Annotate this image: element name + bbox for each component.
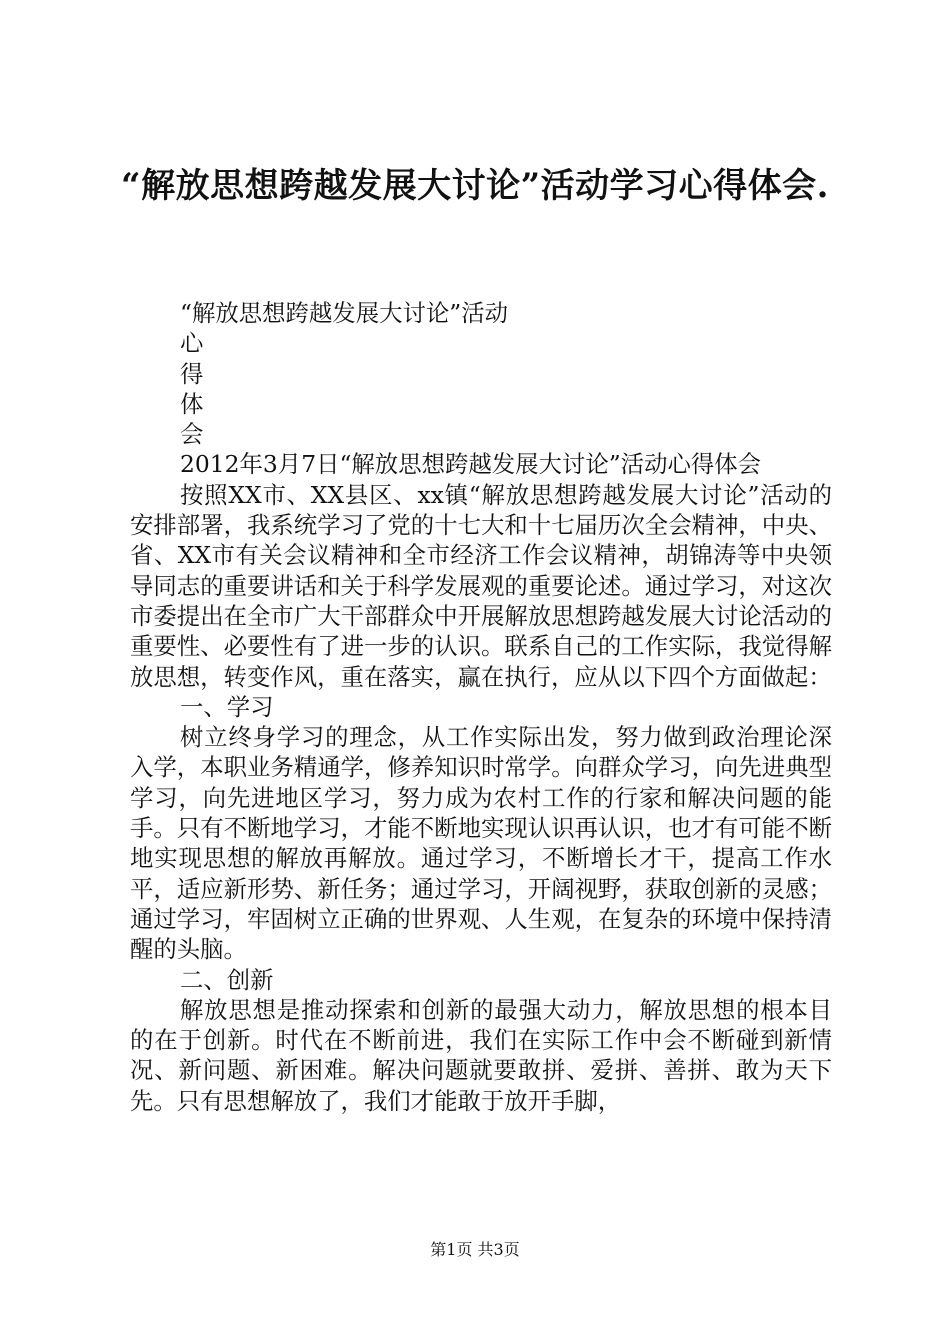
vertical-char: 体: [180, 389, 204, 418]
section-paragraph-study: 树立终身学习的理念，从工作实际出发，努力做到政治理论深入学，本职业务精通学，修养知识时常学。向群众学习，向先进典型学习，向先进地区学习，努力成为农村工作的行家和解决问题的能手。只有不断地学习，才能不断地实现认识再认识，也才有可能不断地实现思想的解放再解放。通过学习，不断增长才干，提高工作水平，适应新形势、新任务；通过学习，开阔视野，获取创新的灵感；通过学习，牢固树立正确的世界观、人生观，在复杂的环境中保持清醒的头脑。: [130, 723, 832, 964]
section-heading-innovation: 二、创新: [180, 965, 274, 994]
vertical-char: 会: [180, 420, 204, 449]
intro-paragraph: 按照XX市、XX县区、xx镇“解放思想跨越发展大讨论”活动的安排部署，我系统学习了党的十七大和十七届历次全会精神，中央、省、XX市有关会议精神和全市经济工作会议精神，胡锦涛等中央领导同志的重要讲话和关于科学发展观的重要论述。通过学习，对这次市委提出在全市广大干部群众中开展解放思想跨越发展大讨论活动的重要性、必要性有了进一步的认识。联系自己的工作实际，我觉得解放思想，转变作风，重在落实，赢在执行，应从以下四个方面做起：: [130, 480, 832, 691]
vertical-heading: [130, 328, 832, 449]
document-body: [130, 298, 832, 1116]
vertical-char: 得: [180, 359, 204, 388]
section-heading-study: 一、学习: [180, 692, 274, 721]
subtitle-line: “解放思想跨越发展大讨论”活动: [180, 299, 508, 327]
document-title: “解放思想跨越发展大讨论”活动学习心得体会.: [121, 166, 829, 206]
page-footer: 第1页 共3页: [430, 1240, 520, 1259]
vertical-char: 心: [180, 329, 204, 358]
section-paragraph-innovation: 解放思想是推动探索和创新的最强大动力，解放思想的根本目的在于创新。时代在不断前进，我们在实际工作中会不断碰到新情况、新问题、新困难。解决问题就要敢拼、爱拼、善拼、敢为天下先。只有思想解放了，我们才能敢于放开手脚，: [130, 995, 832, 1115]
date-heading: 2012年3月7日“解放思想跨越发展大讨论”活动心得体会: [180, 450, 762, 479]
